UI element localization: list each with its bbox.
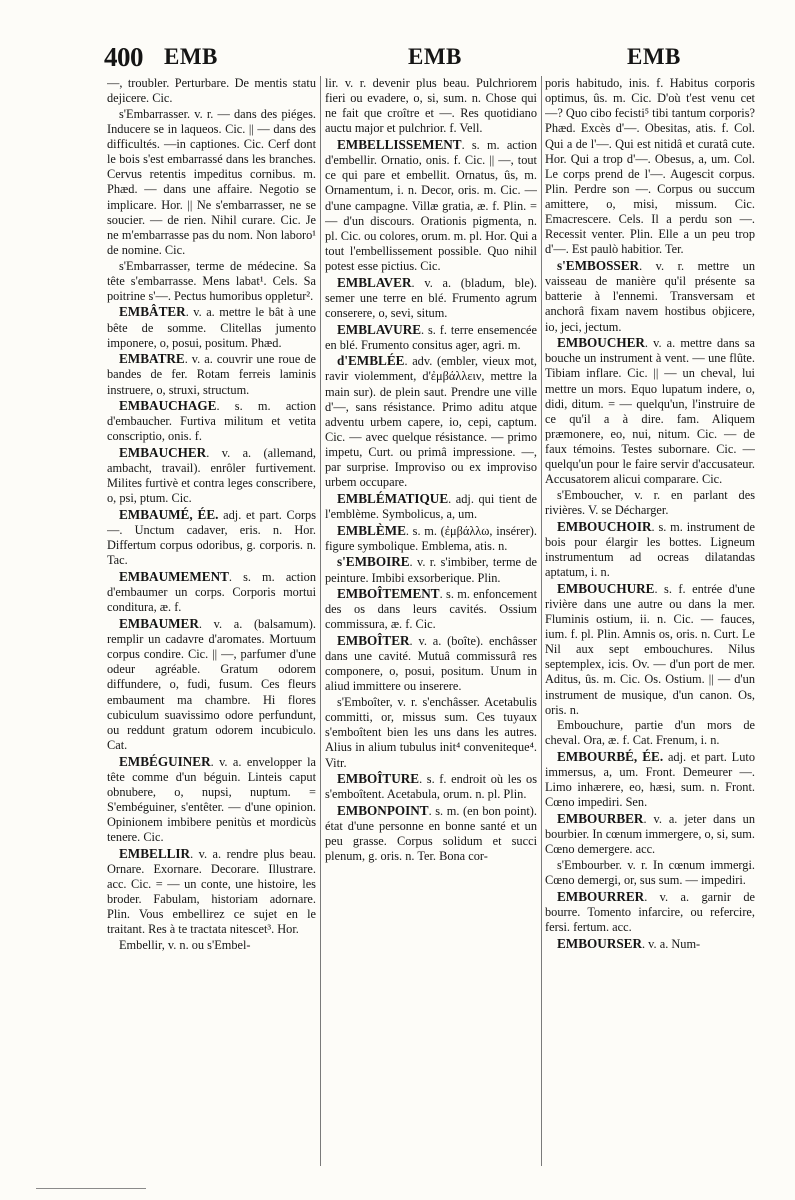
entry-headword: EMBOURSER xyxy=(557,935,642,951)
entry-headword: EMBATRE xyxy=(119,351,185,367)
dictionary-entry: EMBOUCHER. v. a. mettre dans sa bouche un instrument à vent. — une flûte. Tibiam inflare. Cic. || — un cheval, lui mettre un mors. Equo lupatum indere, o, didi, ditum. = — quelqu'un, l'instruire de ce qu'il a à dire. fam. Aliquem præmonere, eo, nui, nitum. Cic. — de faux témoins. Testes subornare. Cic. — quelqu'un pour le faire servir d'accusateur. Accusatorem alicui comparare. Cic. xyxy=(545,335,755,487)
column-rule xyxy=(320,76,321,1166)
dictionary-entry: EMBLÈME. s. m. (ἐμβάλλω, insérer). figure symbolique. Emblema, atis. n. xyxy=(325,522,537,553)
dictionary-entry: s'Embarrasser. v. r. — dans des piéges. Inducere se in laqueos. Cic. || — dans des difficultés. —in captiones. Cic. Cerf dont le bois s'est embarrassé dans les branches. Cervus retentis impeditus cornibus. m. Phæd. — dans une affaire. Negotio se implicare. Hor. || Ne s'embarrasser, ne se soucier. — de rien. Nihil curare. Cic. Je ne m'embarrasse pas du nom. Non laboro¹ de nomine. Cic. xyxy=(107,106,316,257)
dictionary-entry: poris habitudo, inis. f. Habitus corporis optimus, ûs. m. Cic. D'où t'est venu cet —? Quo cibo fecisti⁵ tibi tantum corporis? Phæd. Excès d'—. Obesitas, atis. f. Col. Qui a de l'—. Qui est nitidâ et curatâ cute. Hor. Qui a trop d'—. Obesus, a, um. Col. Le corps prend de l'—. Augescit corpus. Plin. Perdre son —. Corpus ou succum amittere, o, misi, missum. Cic. Emacrescere. Cels. Il a perdu son —. Recessit venter. Plin. Elle a un peu trop d'—. Est paulò habitior. Ter. xyxy=(545,76,755,257)
dictionary-entry: EMBELLIR. v. a. rendre plus beau. Ornare. Exornare. Decorare. Illustrare. acc. Cic. = — un conte, une histoire, les broder. Fabulam, historiam adornare. Plin. Vous embellirez ce sujet en le traitant. Res à te tractata nitescet³. Hor. xyxy=(107,845,316,937)
dictionary-entry: EMBAUCHER. v. a. (allemand, ambacht, travail). enrôler furtivement. Milites furtivè et contra leges conscribere, o, psi, ptum. Cic. xyxy=(107,445,316,506)
dictionary-entry: Embellir, v. n. ou s'Embel- xyxy=(119,938,251,952)
dictionary-entry: EMBLAVURE. s. f. terre ensemencée en blé. Frumento consitus ager, agri. m. xyxy=(325,321,537,352)
entry-headword: EMBOUCHOIR xyxy=(557,518,652,534)
entry-headword: EMBELLIR xyxy=(119,845,191,861)
dictionary-entry: EMBOUCHOIR. s. m. instrument de bois pour élargir les bottes. Ligneum instrumentum ad ocreas dilatandas aptatum, i. n. xyxy=(545,518,755,579)
dictionary-entry: EMBONPOINT. s. m. (en bon point). état d'une personne en bonne santé et un peu grasse. Corpus solidum et succi plenum, g. oris. n. Ter. Bona cor- xyxy=(325,802,537,864)
entry-headword: EMBOUCHER xyxy=(557,335,645,351)
entry-headword: EMBLÈME xyxy=(337,522,406,538)
dictionary-entry: EMBOURSER. v. a. Num- xyxy=(557,935,701,951)
entry-headword: EMBONPOINT xyxy=(337,802,429,818)
dictionary-entry: s'Embourber. v. r. In cœnum immergi. Cœno demergi, or, sus sum. — impediri. xyxy=(545,857,755,887)
page-number: 400 xyxy=(104,42,143,72)
entry-headword: EMBLÉMATIQUE xyxy=(337,490,449,506)
dictionary-entry: —, troubler. Perturbare. De mentis statu dejicere. Cic. xyxy=(107,76,316,106)
dictionary-entry: s'EMBOIRE. v. r. s'imbiber, terme de peinture. Imbibi exsorberique. Plin. xyxy=(325,554,537,585)
entry-headword: EMBAUMER xyxy=(119,615,199,631)
dictionary-entry: EMBOÎTURE. s. f. endroit où les os s'emboîtent. Acetabula, orum. n. pl. Plin. xyxy=(325,771,537,802)
entry-headword: EMBLAVURE xyxy=(337,321,422,337)
dictionary-entry: s'Emboîter, v. r. s'enchâsser. Acetabulis committi, or, missus sum. Ces tuyaux s'emboîtent bien les uns dans les autres. Alius in alium tubulus init⁴ conveniteque⁴. Vitr. xyxy=(325,695,537,770)
dictionary-entry: EMBÂTER. v. a. mettre le bât à une bête de somme. Clitellas jumento imponere, o, posui, positum. Phæd. xyxy=(107,304,316,350)
dictionary-entry: lir. v. r. devenir plus beau. Pulchriorem fieri ou evadere, o, si, sum. n. Chose qui ne fait que croître et —. Res quotidiano auctu major et pulchrior. f. Vell. xyxy=(325,76,537,136)
running-headword-center: EMB xyxy=(408,44,462,69)
entry-headword: EMBOURRER xyxy=(557,888,645,904)
entry-headword: d'EMBLÉE xyxy=(337,353,405,369)
dictionary-entry: Embouchure, partie d'un mors de cheval. Ora, æ. f. Cat. Frenum, i. n. xyxy=(545,718,755,748)
entry-headword: EMBAUCHAGE xyxy=(119,398,217,414)
column-2 xyxy=(325,76,537,1166)
dictionary-entry: EMBELLISSEMENT. s. m. action d'embellir. Ornatio, onis. f. Cic. || —, tout ce qui pare et embellit. Ornatus, ûs, m. Ornamentum, i. n. Decor, oris. m. Cic. — d'une campagne. Villæ gratia, æ. f. Plin. = — d'un discours. Orationis pigmenta, n. pl. Cic. ou colores, orum. m. pl. Hor. Qui a tout l'embellissement possible. Quo nihil potest esse pictius. Cic. xyxy=(325,137,537,273)
running-headword-left: EMB xyxy=(164,44,218,69)
entry-headword: EMBOÎTURE xyxy=(337,771,420,787)
running-headword-right: EMB xyxy=(627,44,681,69)
entry-headword: EMBÉGUINER xyxy=(119,753,211,769)
dictionary-entry: d'EMBLÉE. adv. (embler, vieux mot, ravir violemment, d'ἐμβάλλειν, mettre la main sur). de plein saut. Prendre une ville d'—, sans résistance. Primo aditu atque adventu urbem capere, io, cepi, captum. Cic. — avec quelque résistance. — primo impetu, Curt. ou primâ impressione. —, par surprise. Improviso ou ex improviso urbem occupare. xyxy=(325,353,537,490)
entry-headword: EMBOÎTER xyxy=(337,633,410,648)
dictionary-entry: EMBLÉMATIQUE. adj. qui tient de l'emblème. Symbolicus, a, um. xyxy=(325,490,537,521)
column-rule xyxy=(541,76,542,1166)
dictionary-entry: EMBAUMÉ, ÉE. adj. et part. Corps —. Unctum cadaver, eris. n. Hor. Differtum corpus odoribus, g. corporis. n. Tac. xyxy=(107,507,316,568)
dictionary-entry: EMBOURBÉ, ÉE. adj. et part. Luto immersus, a, um. Front. Demeurer —. Limo inhærere, eo, hæsi, sum. n. Front. Cœno impediri. Sen. xyxy=(545,749,755,810)
entry-headword: EMBAUCHER xyxy=(119,445,207,460)
dictionary-entry: EMBAUMEMENT. s. m. action d'embaumer un corps. Corporis mortui conditura, æ. f. xyxy=(107,569,316,615)
entry-headword: EMBAUMÉ, ÉE. xyxy=(119,507,219,522)
dictionary-entry: EMBOÎTEMENT. s. m. enfoncement des os dans leurs cavités. Ossium commissura, æ. f. Cic. xyxy=(325,586,537,632)
entry-headword: EMBOURBER xyxy=(557,811,644,826)
dictionary-entry: s'Embarrasser, terme de médecine. Sa tête s'embarrasse. Mens labat¹. Cels. Sa poitrine s'—. Pectus humoribus oppletur². xyxy=(107,258,316,303)
entry-headword: EMBELLISSEMENT xyxy=(337,137,462,152)
entry-headword: EMBAUMEMENT xyxy=(119,569,229,584)
column-1 xyxy=(107,76,316,1166)
dictionary-entry: EMBOURBER. v. a. jeter dans un bourbier. In cœnum immergere, o, si, sum. Cœno demergere. acc. xyxy=(545,811,755,857)
dictionary-entry: EMBAUMER. v. a. (balsamum). remplir un cadavre d'aromates. Mortuum corpus condire. Cic. || —, parfumer d'une odeur agréable. Gratum odorem diffundere, o, fudi, fusum. Ces fleurs embaument ma chambre. Hi flores cubiculum suavissimo odore perfundunt, ou reddunt gratum odorem incubiculo. Cat. xyxy=(107,615,316,752)
entry-headword: EMBLAVER xyxy=(337,274,412,290)
entry-headword: EMBOURBÉ, ÉE. xyxy=(557,749,664,764)
dictionary-entry: s'EMBOSSER. v. r. mettre un vaisseau de manière qu'il présente sa batterie à l'ennemi. Transversam et anchorâ fixam navem hostibus objicere, io, jeci, jectum. xyxy=(545,258,755,334)
entry-headword: s'EMBOSSER xyxy=(557,258,640,273)
column-3 xyxy=(545,76,755,1166)
entry-headword: EMBOÎTEMENT xyxy=(337,586,440,602)
dictionary-entry: EMBAUCHAGE. s. m. action d'embaucher. Furtiva militum et vetita conscriptio, onis. f. xyxy=(107,398,316,444)
entry-headword: EMBÂTER xyxy=(119,304,186,320)
dictionary-entry: EMBATRE. v. a. couvrir une roue de bandes de fer. Rotam ferreis laminis instruere, o, struxi, structum. xyxy=(107,351,316,397)
dictionary-entry: EMBOUCHURE. s. f. entrée d'une rivière dans une autre ou dans la mer. Fluminis ostium, ii. n. Cic. — fauces, ium. f. pl. Plin. Amnis os, oris. n. Curt. Le Nil aux sept embouchures. Nilus septemplex, icis. Ov. — d'un port de mer. Aditus, ûs. m. Cic. Os. Ostium. || — d'un instrument de musique, d'un canon. Os, oris. n. xyxy=(545,580,755,717)
bottom-rule xyxy=(36,1188,146,1189)
dictionary-entry: EMBÉGUINER. v. a. envelopper la tête comme d'un béguin. Linteis caput obnubere, o, nupsi, nuptum. = S'embéguiner, s'entêter. — d'une opinion. Opinionem imbibere penitùs et mordicùs tenere. Cic. xyxy=(107,753,316,845)
entry-headword: EMBOUCHURE xyxy=(557,580,655,596)
dictionary-entry: EMBOURRER. v. a. garnir de bourre. Tomento infarcire, ou refercire, fersi. fertum. acc. xyxy=(545,888,755,934)
dictionary-entry: EMBLAVER. v. a. (bladum, ble). semer une terre en blé. Frumento agrum conserere, o, sevi, situm. xyxy=(325,274,537,320)
dictionary-entry: s'Emboucher, v. r. en parlant des rivières. V. se Décharger. xyxy=(545,487,755,517)
dictionary-entry: EMBOÎTER. v. a. (boîte). enchâsser dans une cavité. Mutuâ commissurâ res componere, o, posui, positum. Unum in aliud immittere ou inserere. xyxy=(325,633,537,694)
entry-headword: s'EMBOIRE xyxy=(337,554,410,570)
